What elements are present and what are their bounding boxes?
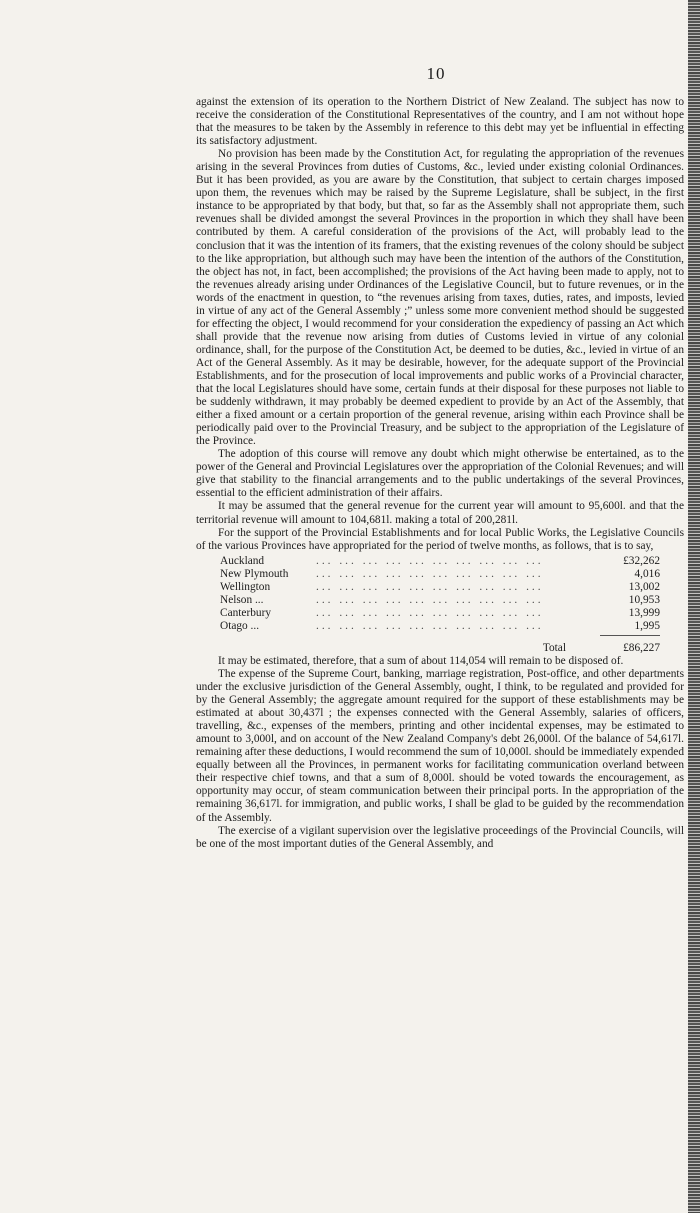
paragraph-debt-continuation: against the extension of its operation to the Northern District of New Zealand. The subject has now to receive the consideration of the Constitutional Representatives of the country, and I am not without hope that the measures to be taken by the Assembly in reference to this debt may yet be influential in effecting its satisfactory adjustment. <box>196 96 684 148</box>
paragraph-supreme-court-expenses: The expense of the Supreme Court, banking, marriage registration, Post-office, and other departments under the exclusive jurisdiction of the General Assembly, ought, I think, to be regulated and provided for by the General Assembly; the aggregate amount required for the support of these establishments may be estimated at about 30,437l ; the expenses connected with the General Assembly, salaries of officers, travelling, &c., expenses of the members, printing and other incidental expenses, may be estimated to amount to 3,000l, and on account of the New Zealand Company's debt 26,000l. Of the balance of 54,617l. remaining after these deductions, I would recommend the sum of 10,000l. should be immediately expended equally between all the Provinces, in permanent works for facilitating communication overland between their respective chief towns, and that a sum of 8,000l. should be voted towards the encouragement, as opportunity may occur, of steam communication between their principal ports. In the appropriation of the remaining 36,617l. for immigration, and public works, I shall be glad to be guided by the recommendation of the Assembly. <box>196 668 684 824</box>
page-number: 10 <box>426 64 446 83</box>
appropriation-table <box>220 555 660 655</box>
province-amount: 1,995 <box>634 619 660 632</box>
province-name: Nelson ... <box>220 593 264 606</box>
paragraph-revenue-estimate: It may be assumed that the general revenue for the current year will amount to 95,600l. and that the territorial revenue will amount to 104,681l. making a total of 200,281l. <box>196 500 684 526</box>
province-amount: £32,262 <box>623 554 660 567</box>
table-row <box>220 607 660 620</box>
province-amount: 4,016 <box>634 567 660 580</box>
page-edge-scan-artifact <box>688 0 700 1213</box>
total-row <box>220 642 660 655</box>
table-row <box>220 568 660 581</box>
province-name: Auckland <box>220 554 265 567</box>
province-name: New Plymouth <box>220 567 289 580</box>
province-name: Canterbury <box>220 606 272 619</box>
paragraph-provincial-appropriation: For the support of the Provincial Establishments and for local Public Works, the Legislative Councils of the various Provinces have appropriated for the period of twelve months, as follows, that is to say, <box>196 526 684 552</box>
paragraph-adoption: The adoption of this course will remove any doubt which might otherwise be entertained, as to the power of the General and Provincial Legislatures over the appropriation of the Colonial Revenues; and will give that stability to the financial arrangements and to the public undertakings of the several Provinces, essential to the efficient administration of their affairs. <box>196 448 684 500</box>
table-row <box>220 555 660 568</box>
province-name: Otago ... <box>220 619 260 632</box>
total-amount: £86,227 <box>623 641 660 654</box>
leader-dots: ... ... ... ... ... ... ... ... ... ... <box>316 593 544 606</box>
leader-dots: ... ... ... ... ... ... ... ... ... ... <box>316 567 544 580</box>
province-name: Wellington <box>220 580 271 593</box>
paragraph-supervision: The exercise of a vigilant supervision over the legislative proceedings of the Provincial Councils, will be one of the most important duties of the General Assembly, and <box>196 824 684 850</box>
document-body <box>196 96 684 851</box>
table-row <box>220 620 660 633</box>
paragraph-remaining-sum: It may be estimated, therefore, that a sum of about 114,054 will remain to be disposed of. <box>218 654 624 667</box>
leader-dots: ... ... ... ... ... ... ... ... ... ... <box>316 580 544 593</box>
table-row <box>220 594 660 607</box>
total-rule <box>600 635 660 636</box>
province-amount: 13,002 <box>628 580 660 593</box>
paragraph-constitution-act: No provision has been made by the Constitution Act, for regulating the appropriation of the revenues arising in the several Provinces from duties of Customs, &c., levied under existing colonial Ordinances. But it has been provided, as you are aware by the Constitution, that subject to certain charges imposed upon them, the revenues which may be raised by the Supreme Legislature, shall be subject, in the first instance to be appropriated by that body, but that, so far as the Assembly shall not appropriate them, such revenues shall be divided amongst the several Provinces in the proportion in which they shall have been contributed by them. A careful consideration of the provisions of the Act, will probably lead to the conclusion that it was the intention of its framers, that the existing revenues of the colony should be subject to the like appropriation, but although such may have been the intention of the authors of the Constitution, the object has not, in fact, been accomplished; the provisions of the Act having been made to apply, not to the revenues already arising under Ordinances of the Legislative Council, but to future revenues, or in the words of the enactment in question, to “the revenues arising from taxes, duties, rates, and imposts, levied in virtue of any act of the General Assembly ;” unless some more convenient method should be suggested for effecting the object, I would recommend for your consideration the expediency of passing an Act which shall provide that the revenue now arising from duties of Customs levied in virtue of any colonial ordinance, shall, for the purpose of the Constitution Act, be deemed to be duties, &c., levied in virtue of an Act of the General Assembly. As it may be desirable, however, for the adequate support of the Provincial Establishments, and for the prosecution of local improvements and public works of a Provincial character, that the local Legislatures should have some, certain funds at their disposal for these purposes not liable to be suddenly withdrawn, it may probably be deemed expedient to provide by an Act of the Assembly, that either a fixed amount or a certain proportion of the general revenue, arising within each Province shall be periodically paid over to the Provincial Treasury, and be subject to the appropriation of the Legislature of the Province. <box>196 148 684 448</box>
leader-dots: ... ... ... ... ... ... ... ... ... ... <box>316 606 544 619</box>
province-amount: 10,953 <box>628 593 660 606</box>
total-label: Total <box>542 641 566 654</box>
leader-dots: ... ... ... ... ... ... ... ... ... ... <box>316 554 544 567</box>
leader-dots: ... ... ... ... ... ... ... ... ... ... <box>316 619 544 632</box>
province-amount: 13,999 <box>628 606 660 619</box>
table-row <box>220 581 660 594</box>
